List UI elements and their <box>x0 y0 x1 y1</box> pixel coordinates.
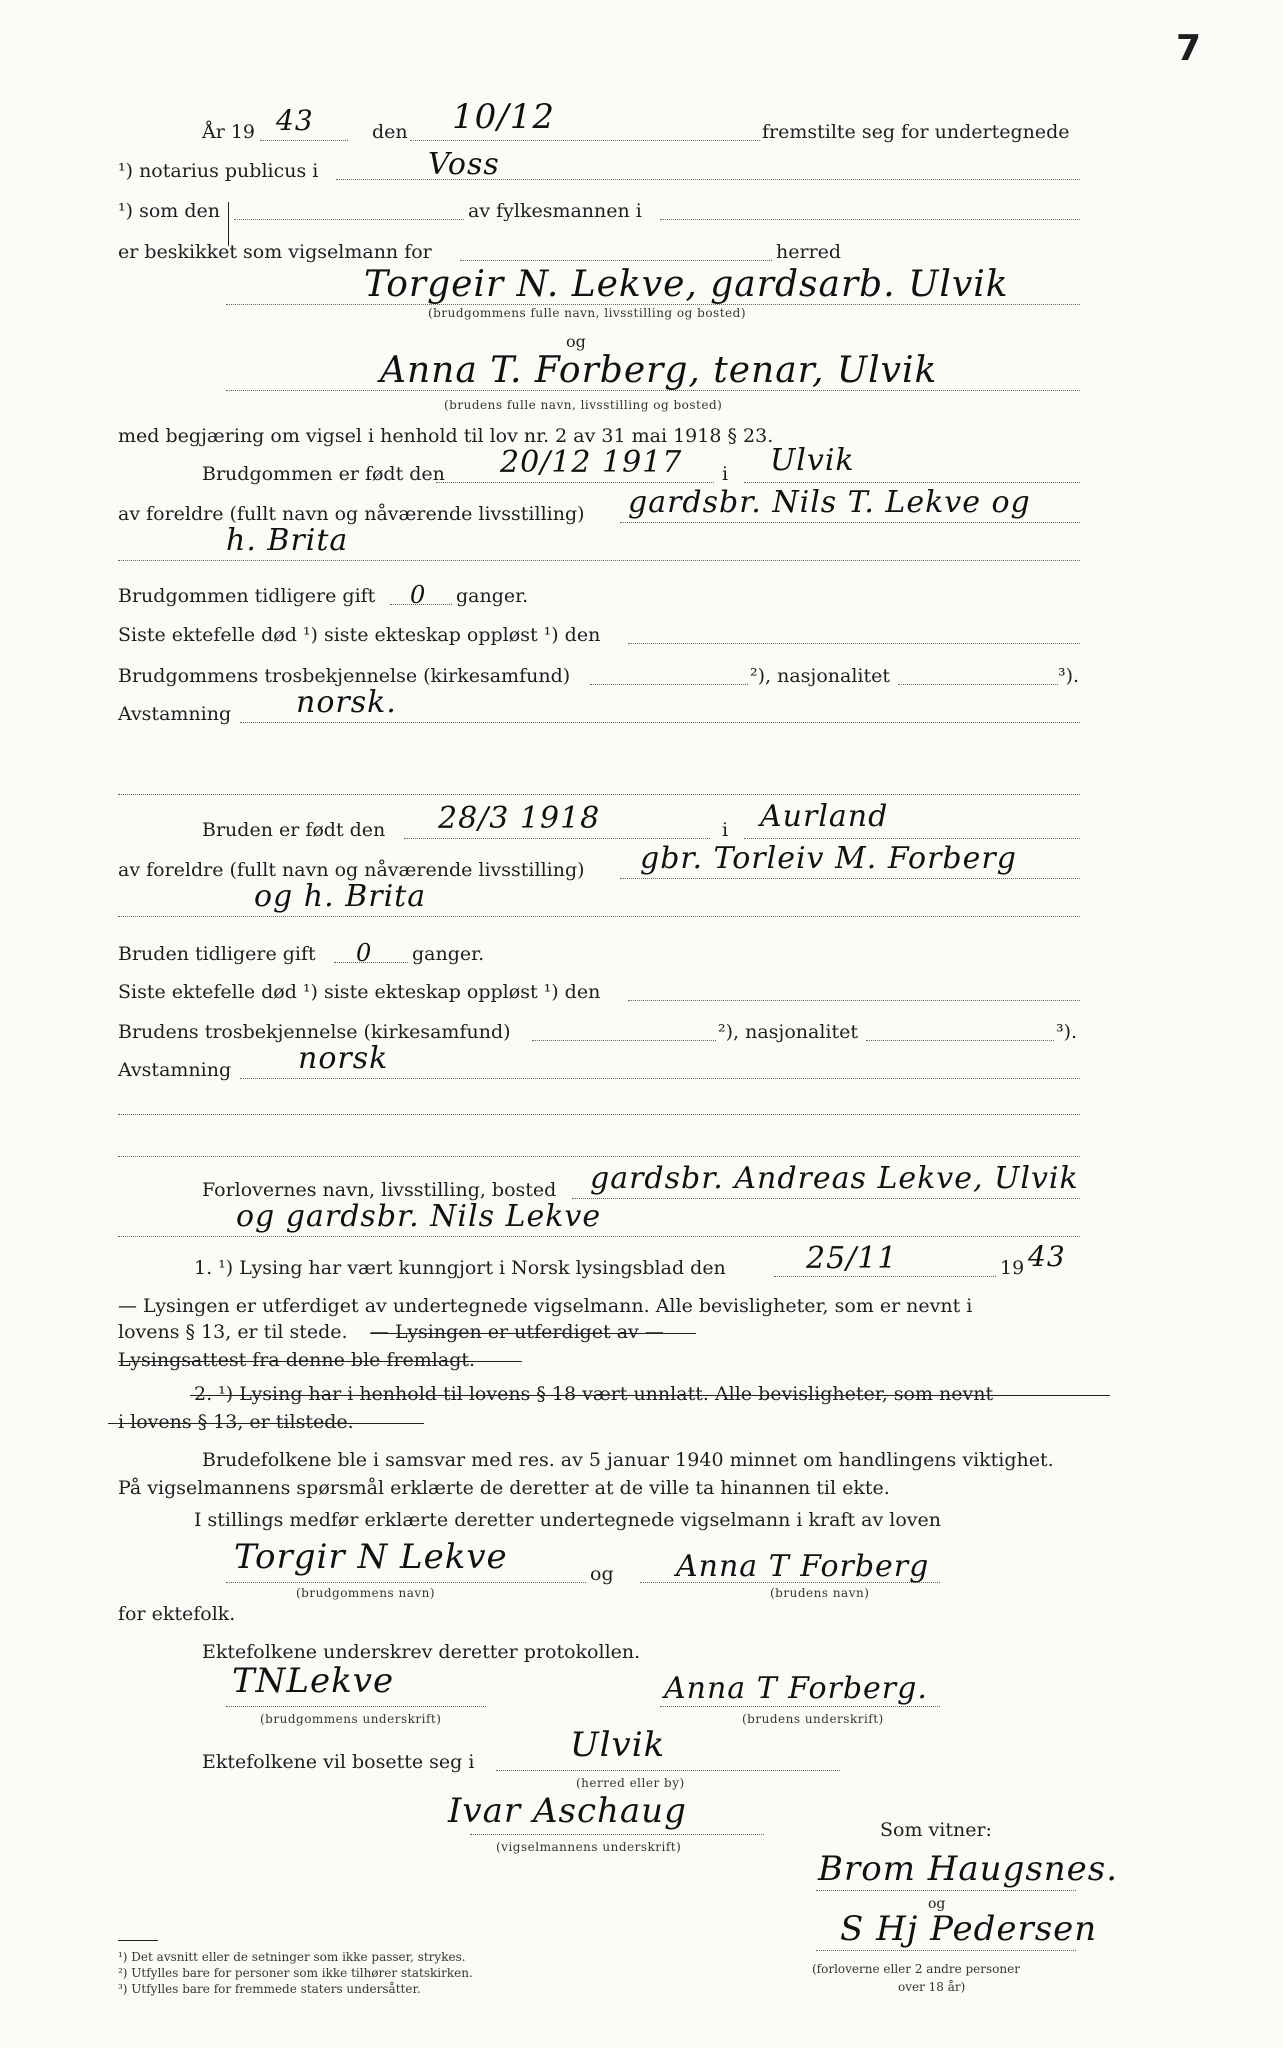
closing-p1: Brudefolkene ble i samsvar med res. av 5 januar 1940 minnet om handlingens viktighet. <box>202 1449 1054 1471</box>
groom-place-line <box>744 482 1080 483</box>
bride-parents-line-2 <box>118 916 1080 917</box>
lysing-line-4: Lysingsattest fra denne ble fremlagt. <box>118 1349 476 1371</box>
bride-tro-label: Brudens trosbekjennelse (kirkesamfund) <box>118 1021 511 1043</box>
groom-parents-label: av foreldre (fullt navn og nåværende livsstilling) <box>118 503 585 525</box>
og-label: og <box>566 332 586 351</box>
bosette-label: Ektefolkene vil bosette seg i <box>202 1751 475 1773</box>
footnote-3: ³) Utfylles bare for fremmede staters undersåtter. <box>118 1982 421 1996</box>
bride-sig-line <box>660 1706 940 1707</box>
footnote-2: ²) Utfylles bare for personer som ikke tilhører statskirken. <box>118 1966 473 1980</box>
closing-og: og <box>590 1563 614 1585</box>
notarius-label: ¹) notarius publicus i <box>118 160 319 182</box>
lysing-date-line <box>774 1276 996 1277</box>
lysing-line-1: 1. ¹) Lysing har vært kunngjort i Norsk lysingsblad den <box>194 1257 726 1279</box>
groom-parents-line-2 <box>118 560 1080 561</box>
groom-parents-value-1: gardsbr. Nils T. Lekve og <box>628 485 1031 520</box>
groom-blank-line <box>118 794 1080 795</box>
for-ektefolk: for ektefolk. <box>118 1603 236 1625</box>
groom-signature: TNLekve <box>232 1661 395 1701</box>
footnote-1: ¹) Det avsnitt eller de setninger som ikke passer, strykes. <box>118 1950 466 1964</box>
bride-sig-caption: (brudens underskrift) <box>742 1712 884 1726</box>
groom-tro-line <box>590 684 748 685</box>
som-line <box>234 219 464 220</box>
bride-siste-line <box>628 1000 1080 1001</box>
groom-name-caption: (brudgommens navn) <box>296 1586 436 1600</box>
witness1-line <box>816 1890 1076 1891</box>
closing-p2: På vigselmannens spørsmål erklærte de deretter at de ville ta hinannen til ekte. <box>118 1477 890 1499</box>
ar-label: År 19 <box>202 121 256 143</box>
groom-name-sig: Torgir N Lekve <box>234 1537 508 1577</box>
begjaering-text: med begjæring om vigsel i henhold til lov nr. 2 av 31 mai 1918 § 23. <box>118 425 774 447</box>
witness-og: og <box>928 1896 946 1912</box>
bride-parents-value-1: gbr. Torleiv M. Forberg <box>640 841 1017 876</box>
groom-avst-value: norsk. <box>296 685 397 720</box>
witness1-signature: Brom Haugsnes. <box>818 1849 1119 1889</box>
groom-tro-label: Brudgommens trosbekjennelse (kirkesamfund) <box>118 665 571 687</box>
bride-blank-line-1 <box>118 1114 1080 1115</box>
groom-born-label: Brudgommen er født den <box>202 463 445 485</box>
notarius-value: Voss <box>428 147 500 182</box>
bride-nasj-label: ²), nasjonalitet <box>718 1021 858 1043</box>
groom-avst-label: Avstamning <box>118 703 232 725</box>
page-number: 7 <box>1176 28 1202 69</box>
bride-place-line <box>744 838 1080 839</box>
fylkesmann-line <box>660 219 1080 220</box>
bride-born-label: Bruden er født den <box>202 819 386 841</box>
som-label: ¹) som den <box>118 200 220 222</box>
date-line <box>410 140 760 141</box>
witnesses-label: Forlovernes navn, livsstilling, bosted <box>202 1179 557 1201</box>
bride-blank-line-2 <box>118 1156 1080 1157</box>
underskrev-text: Ektefolkene underskrev deretter protokollen. <box>202 1641 641 1663</box>
groom-name-line <box>226 1582 586 1583</box>
beskikket-label: er beskikket som vigselmann for <box>118 241 432 263</box>
witnesses-line-1 <box>572 1198 1080 1199</box>
lysing-year-prefix: 19 <box>1000 1257 1025 1279</box>
groom-ganger-label: ganger. <box>456 585 529 607</box>
herred-label: herred <box>776 241 842 263</box>
footnote-rule <box>118 1940 158 1941</box>
bride-name-sig: Anna T Forberg <box>676 1549 930 1584</box>
bride-parents-value-2: og h. Brita <box>254 879 427 914</box>
witness2-line <box>816 1950 1076 1951</box>
bride-siste-label: Siste ektefelle død ¹) siste ekteskap oppløst ¹) den <box>118 981 601 1003</box>
groom-end-label: ³). <box>1058 665 1080 687</box>
groom-place-value: Ulvik <box>770 443 855 478</box>
den-label: den <box>372 121 408 143</box>
officiant-caption: (vigselmannens underskrift) <box>496 1840 682 1854</box>
witness-caption-1: (forloverne eller 2 andre personer <box>812 1962 1020 1976</box>
groom-caption: (brudgommens fulle navn, livsstilling og bosted) <box>428 306 746 320</box>
strike-6 <box>108 1423 424 1424</box>
bride-nasj-line <box>866 1040 1054 1041</box>
groom-sig-caption: (brudgommens underskrift) <box>260 1712 442 1726</box>
groom-full-value: Torgeir N. Lekve, gardsarb. Ulvik <box>364 264 1009 305</box>
bride-tro-line <box>532 1040 716 1041</box>
bride-full-value: Anna T. Forberg, tenar, Ulvik <box>380 350 938 391</box>
bride-avst-label: Avstamning <box>118 1059 232 1081</box>
bride-born-line <box>404 838 710 839</box>
year-line <box>260 140 348 141</box>
date-value: 10/12 <box>452 97 555 137</box>
lysing-line-2: — Lysingen er utferdiget av undertegnede vigselmann. Alle bevisligheter, som er nevnt i <box>118 1295 973 1317</box>
witnesses-line-2 <box>118 1236 1080 1237</box>
groom-nasj-label: ²), nasjonalitet <box>750 665 890 687</box>
fylkesmann-label: av fylkesmannen i <box>468 200 642 222</box>
groom-nasj-line <box>898 684 1058 685</box>
witnesses-value-1: gardsbr. Andreas Lekve, Ulvik <box>590 1161 1079 1196</box>
strike-5 <box>190 1395 1110 1396</box>
bride-ganger-label: ganger. <box>412 943 485 965</box>
bride-prev-value: 0 <box>356 939 373 967</box>
groom-born-value: 20/12 1917 <box>500 445 683 480</box>
bride-avst-value: norsk <box>298 1041 389 1076</box>
groom-avst-line <box>240 722 1080 723</box>
groom-siste-line <box>628 643 1080 644</box>
fremstilte-label: fremstilte seg for undertegnede <box>762 121 1070 143</box>
bride-end-label: ³). <box>1056 1021 1078 1043</box>
som-vitner-label: Som vitner: <box>880 1819 992 1841</box>
lysing-year-value: 43 <box>1028 1240 1066 1273</box>
bride-caption: (brudens fulle navn, livsstilling og bosted) <box>444 398 723 412</box>
bride-parents-line-1 <box>620 878 1080 879</box>
lysing-line-5: 2. ¹) Lysing har i henhold til lovens § 18 vært unnlatt. Alle bevisligheter, som nevnt <box>194 1383 994 1405</box>
witness2-signature: S Hj Pedersen <box>840 1909 1098 1949</box>
bride-name-caption: (brudens navn) <box>770 1586 870 1600</box>
groom-parents-value-2: h. Brita <box>226 523 349 558</box>
officiant-signature: Ivar Aschaug <box>448 1791 687 1831</box>
groom-sig-line <box>226 1706 486 1707</box>
lysing-line-3a: lovens § 13, er til stede. <box>118 1321 348 1343</box>
bride-place-value: Aurland <box>760 799 889 834</box>
officiant-line <box>470 1834 764 1835</box>
strike-3b <box>370 1333 696 1334</box>
groom-parents-line-1 <box>620 522 1080 523</box>
bosette-line <box>496 1770 840 1771</box>
groom-born-line <box>436 482 714 483</box>
lysing-date-value: 25/11 <box>806 1241 898 1276</box>
lysing-line-3b: — Lysingen er utferdiget av — <box>370 1321 664 1343</box>
groom-i-label: i <box>722 463 729 485</box>
witness-caption-2: over 18 år) <box>898 1980 966 1994</box>
bride-signature: Anna T Forberg. <box>664 1671 928 1706</box>
herred-line <box>460 260 772 261</box>
bride-parents-label: av foreldre (fullt navn og nåværende livsstilling) <box>118 859 585 881</box>
bride-i-label: i <box>722 819 729 841</box>
groom-prev-label: Brudgommen tidligere gift <box>118 585 376 607</box>
bride-born-value: 28/3 1918 <box>438 801 601 836</box>
bride-prev-label: Bruden tidligere gift <box>118 943 316 965</box>
lysing-line-6: i lovens § 13, er tilstede. <box>118 1411 354 1433</box>
groom-prev-value: 0 <box>410 581 427 609</box>
groom-siste-label: Siste ektefelle død ¹) siste ekteskap oppløst ¹) den <box>118 624 601 646</box>
herred-caption: (herred eller by) <box>576 1776 685 1790</box>
bride-avst-line <box>240 1078 1080 1079</box>
witnesses-value-2: og gardsbr. Nils Lekve <box>236 1199 602 1234</box>
bosette-value: Ulvik <box>570 1725 666 1765</box>
strike-4 <box>118 1361 522 1362</box>
year-value: 43 <box>276 104 314 137</box>
closing-p3: I stillings medfør erklærte deretter undertegnede vigselmann i kraft av loven <box>194 1509 942 1531</box>
